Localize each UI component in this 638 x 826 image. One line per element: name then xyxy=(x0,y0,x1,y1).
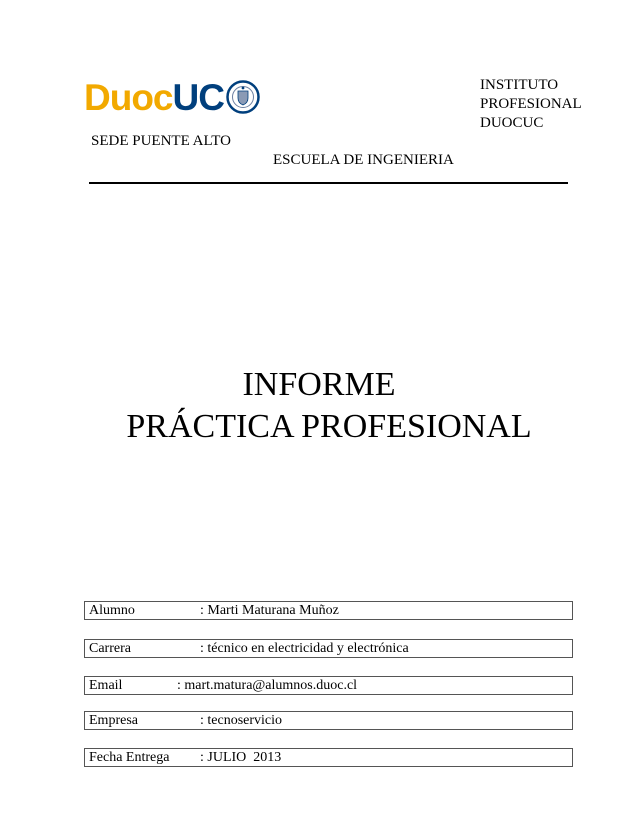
info-value: : tecnoservicio xyxy=(200,713,283,728)
institute-line: INSTITUTO xyxy=(480,77,559,93)
info-label: Carrera xyxy=(89,641,131,656)
info-label: Fecha Entrega xyxy=(89,750,170,765)
escuela-label: ESCUELA DE INGENIERIA xyxy=(273,152,454,168)
institute-name xyxy=(480,76,582,133)
document-title xyxy=(0,364,638,448)
info-row-email xyxy=(84,676,573,695)
logo-uc-text: UC xyxy=(172,76,224,118)
title-line-1: INFORME xyxy=(242,366,396,403)
university-seal-icon xyxy=(226,80,260,114)
info-label: Empresa xyxy=(89,713,138,728)
info-value: : JULIO 2013 xyxy=(200,750,282,765)
info-row-carrera xyxy=(84,639,573,658)
institute-line: DUOCUC xyxy=(480,115,544,131)
logo-duoc-text: Duoc xyxy=(84,76,173,118)
info-value: : Marti Maturana Muñoz xyxy=(200,603,339,618)
info-row-alumno xyxy=(84,601,573,620)
info-row-fecha-entrega xyxy=(84,748,573,767)
info-row-empresa xyxy=(84,711,573,730)
info-value: : técnico en electricidad y electrónica xyxy=(200,641,409,656)
institute-line: PROFESIONAL xyxy=(480,96,582,112)
sede-label: SEDE PUENTE ALTO xyxy=(91,133,232,149)
title-line-2: PRÁCTICA PROFESIONAL xyxy=(126,408,532,445)
info-value: : mart.matura@alumnos.duoc.cl xyxy=(177,678,358,693)
duoc-uc-logo xyxy=(84,74,260,120)
info-label: Alumno xyxy=(89,603,135,618)
header-divider xyxy=(89,182,568,184)
info-label: Email xyxy=(89,678,123,693)
